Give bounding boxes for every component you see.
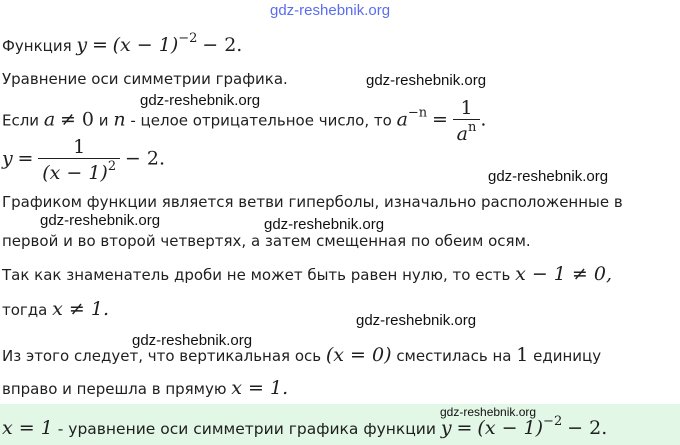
function-exp: −2 (178, 31, 198, 46)
answer-tail: − 2. (567, 417, 608, 439)
rule-eq: = (431, 108, 448, 131)
para2: первой и во второй четвертях, а затем смещенная по обеим осям. (2, 232, 531, 250)
function-label: Функция (2, 37, 72, 55)
rule-n: n (113, 108, 126, 131)
y-den-exp: 2 (107, 159, 117, 174)
rule-if: Если (2, 111, 40, 130)
y-den: (x − 1) (42, 162, 108, 184)
function-formula: (x − 1) (112, 34, 179, 56)
y-formula (2, 136, 165, 184)
y-tail: − 2. (124, 147, 166, 170)
answer-eq: = (456, 417, 473, 439)
answer-line (2, 414, 607, 439)
para6-math: x = 1. (231, 377, 289, 399)
answer-text: - уравнение оси симметрии графика функции (57, 420, 436, 438)
para5-text3: единицу (533, 347, 602, 365)
para6 (2, 377, 288, 399)
para5-text: Из этого следует, что вертикальная ось (2, 347, 322, 365)
heading: Уравнение оси симметрии графика. (2, 70, 288, 88)
para3 (2, 263, 612, 285)
answer-paren: (x − 1) (477, 417, 544, 439)
watermark: gdz-reshebnik.org (264, 216, 385, 233)
rule-fraction (453, 97, 481, 145)
para3-math: x − 1 ≠ 0, (515, 263, 613, 285)
rule-ne0: ≠ 0 (59, 108, 95, 131)
rule-den-exp: n (467, 120, 477, 135)
rule-a2: a (396, 108, 408, 131)
watermark: gdz-reshebnik.org (356, 312, 477, 329)
para1: Графиком функции является ветви гиперболы, изначально расположенные в (2, 193, 623, 211)
function-tail: − 2. (202, 34, 243, 56)
watermark: gdz-reshebnik.org (440, 405, 537, 419)
para5-math: (x = 0) (325, 344, 392, 366)
watermark: gdz-reshebnik.org (488, 168, 609, 185)
y-fraction (38, 136, 120, 184)
rule-num: 1 (460, 97, 473, 119)
para5 (2, 344, 601, 366)
answer-y: y (440, 417, 452, 439)
para5-text2: сместилась на (396, 347, 512, 365)
y-var: y (2, 147, 13, 170)
para6-text: вправо и перешла в прямую (2, 380, 227, 398)
y-num: 1 (73, 136, 86, 158)
watermark: gdz-reshebnik.org (132, 332, 253, 349)
rule-den: a (456, 123, 468, 145)
answer-math: x = 1 (2, 417, 53, 439)
rule-a: a (43, 108, 56, 131)
para4-text: тогда (2, 301, 48, 319)
rule-text: - целое отрицательное число, то (130, 111, 392, 130)
watermark-top: gdz-reshebnik.org (270, 2, 391, 19)
para4 (2, 298, 109, 320)
para3-text: Так как знаменатель дроби не может быть равен нулю, то есть (2, 266, 511, 284)
y-eq: = (17, 147, 34, 170)
rule-exp: −n (407, 105, 428, 121)
function-line: Функция y = (x − 1)−2 − 2. (2, 31, 243, 56)
watermark: gdz-reshebnik.org (40, 212, 161, 229)
watermark: gdz-reshebnik.org (366, 72, 487, 89)
watermark: gdz-reshebnik.org (140, 92, 261, 109)
para4-math: x ≠ 1. (52, 298, 109, 320)
rule-dot: . (480, 108, 487, 131)
para5-one: 1 (516, 344, 529, 366)
rule-and: и (98, 111, 109, 130)
answer-exp: −2 (543, 414, 563, 429)
